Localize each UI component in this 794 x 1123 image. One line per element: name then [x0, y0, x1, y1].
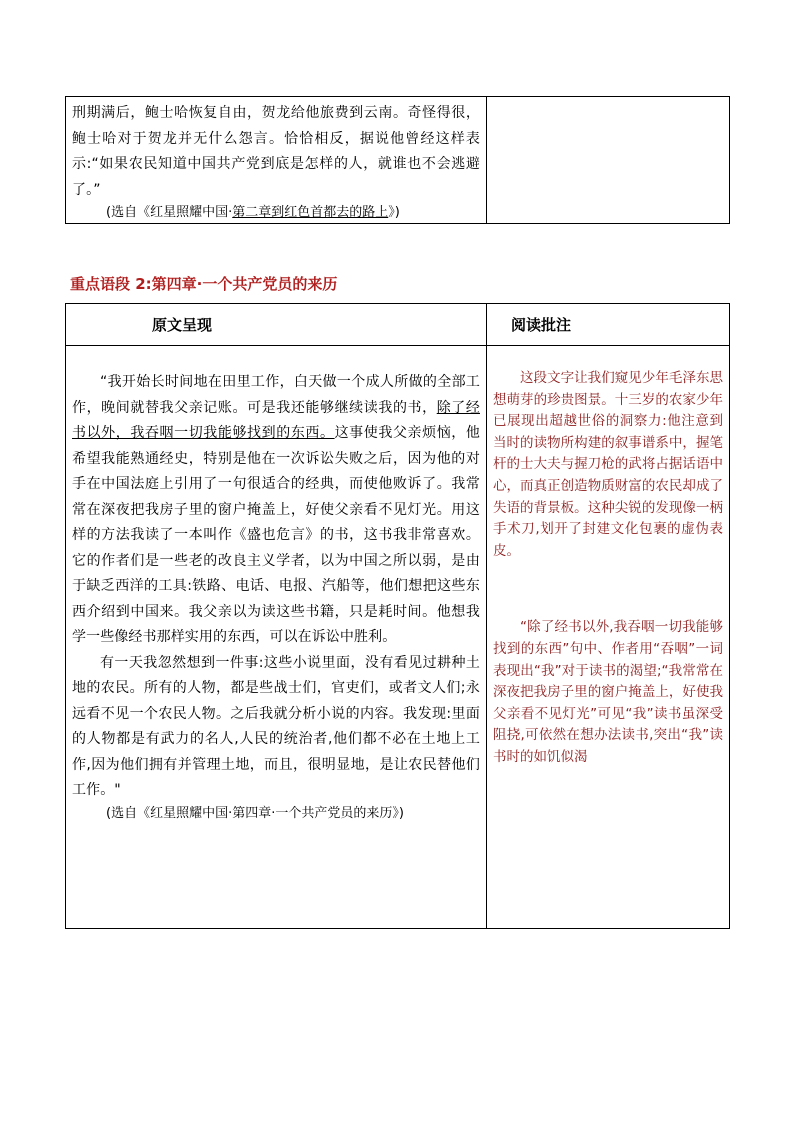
- continuation-annotation-cell: [487, 97, 730, 224]
- original-text-cell: [66, 346, 487, 929]
- header-original-text: 原文呈现: [66, 304, 487, 346]
- continuation-paragraph: 刑期满后，鲍士哈恢复自由，贺龙给他旅费到云南。奇怪得很，鲍士哈对于贺龙并无什么怨言。恰恰相反，据说他曾经这样表示:“如果农民知道中国共产党到底是怎样的人，就谁也不会逃避了。”: [72, 105, 480, 198]
- original-paragraph-2: 有一天我忽然想到一件事:这些小说里面，没有看见过耕种土地的农民。所有的人物，都是些战士们，官吏们，或者文人们;永远看不见一个农民人物。之后我就分析小说的内容。我发现:里面的人物都是有武力的名人,人民的统治者,他们都不必在土地上工作,因为他们拥有并管理土地，而且，很明显地，是让农民替他们工作。": [72, 654, 480, 798]
- annotation-2: “除了经书以外,我吞咽一切我能够找到的东西”句中、作者用“吞咽”一词表现出“我”对于读书的渴望;“我常常在深夜把我房子里的窗户掩盖上，好使我父亲看不见灯光”可见“我”读书虽深受阻挠,可依然在想办法读书,突出“我”读书时的如饥似渴: [493, 619, 723, 765]
- paragraph-1-part-2: 这事使我父亲烦恼，他希望我能熟通经史，特别是他在一次诉讼失败之后，因为他的对手在中国法庭上引用了一句很适合的经典，而使他败诉了。我常常在深夜把我房子里的窗户掩盖上，好使父亲看不见灯光。用这样的方法我读了一本叫作《盛也危言》的书，这书我非常喜欢。它的作者们是一些老的改良主义学者，以为中国之所以弱，是由于缺乏西洋的工具:铁路、电话、电报、汽船等，他们想把这些东西介绍到中国来。我父亲以为读这些书籍，只是耗时间。他想我学一些像经书那样实用的东西，可以在诉讼中胜利。: [72, 425, 480, 645]
- continuation-source-prefix: (选自《红星照耀中国·: [106, 205, 233, 220]
- key-passage-table: [65, 303, 730, 929]
- continuation-source-chapter: 第二章到红色首都去的路上: [232, 205, 389, 220]
- header-annotations: 阅读批注: [487, 304, 730, 346]
- annotation-cell: [487, 346, 730, 929]
- continuation-original-text-cell: [66, 97, 487, 224]
- continuation-table: [65, 96, 730, 224]
- original-paragraph-1: [72, 370, 480, 651]
- annotation-1: 这段文字让我们窥见少年毛泽东思想萌芽的珍贵图景。十三岁的农家少年已展现出超越世俗的洞察力:他注意到当时的读物所构建的叙事谱系中，握笔杆的士大夫与握刀枪的武将占据话语中心，而真正创造物质财富的农民却成了失语的背景板。这种尖锐的发现像一柄手术刀,划开了封建文化包裹的虚伪表皮。: [493, 370, 723, 559]
- paragraph-1-underlined-sentence: 除了经书以外，我吞咽一切我能够找到的东西。: [72, 399, 480, 441]
- passage-source: (选自《红星照耀中国·第四章·一个共产党员的来历》): [106, 805, 404, 821]
- continuation-source: [72, 203, 480, 223]
- continuation-source-suffix: 》): [388, 205, 400, 220]
- paragraph-1-part-1: “我开始长时间地在田里工作，白天做一个成人所做的全部工作，晚间就替我父亲记账。可是我还能够继续读我的书，: [72, 374, 480, 416]
- section-heading: 重点语段 2:第四章·一个共产党员的来历: [70, 275, 338, 293]
